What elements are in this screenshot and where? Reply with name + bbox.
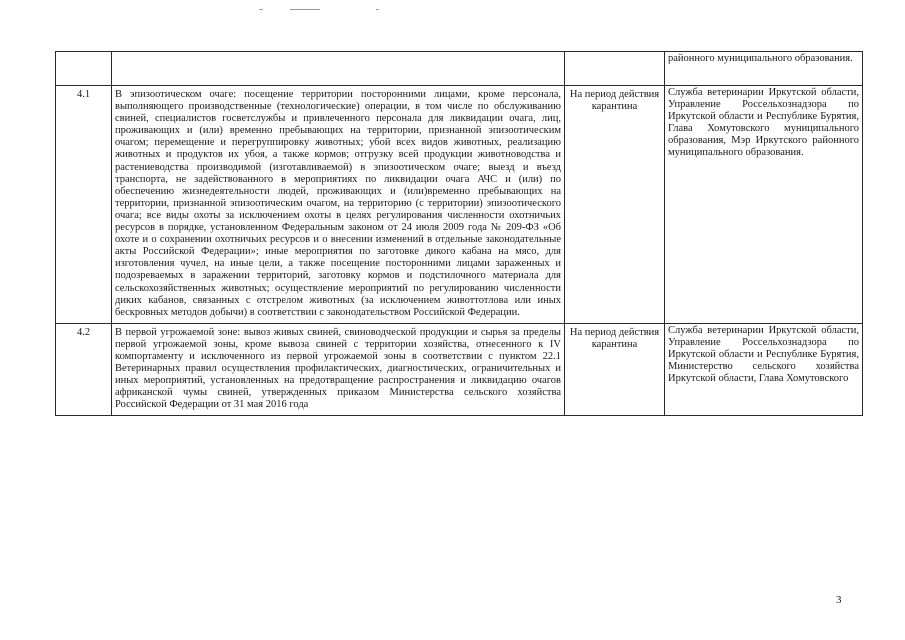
table-row-continued (56, 52, 863, 86)
page-number: 3 (836, 594, 842, 606)
row-number: 4.1 (56, 86, 112, 324)
measures-table (55, 51, 863, 416)
measure-text: В первой угрожаемой зоне: вывоз живых свиней, свиноводческой продукции и сырья за пределы первой угрожаемой зоны, кроме вывоза свиней с территории хозяйства, отнесенного к IV компортаменту и исключенного из первой угрожаемой зоны в соответствии с пунктом 22.1 Ветеринарных правил осуществления профилактических, диагностических, ограничительных и иных мероприятий, установленных на предотвращение распространения и ликвидацию очагов африканской чумы свиней, утвержденных приказом Министерства сельского хозяйства Российской Федерации от 31 мая 2016 года (112, 323, 565, 416)
table-row (56, 323, 863, 416)
scan-artifact (259, 9, 263, 10)
term-text: На период действия карантина (565, 323, 665, 416)
table-row (56, 86, 863, 324)
scan-artifact (290, 9, 320, 10)
responsible-cell: районного муниципального образования. (665, 52, 863, 86)
number-cell (56, 52, 112, 86)
term-text: На период действия карантина (565, 86, 665, 324)
responsible-text: Служба ветеринарии Иркутской области, Управление Россельхознадзора по Иркутской области и Республике Бурятия, Глава Хомутовского муниципального образования, Мэр Иркутского районного муниципального образования. (665, 86, 863, 324)
term-cell (565, 52, 665, 86)
measure-cell (112, 52, 565, 86)
responsible-text: Служба ветеринарии Иркутской области, Управление Россельхознадзора по Иркутской области и Республике Бурятия, Министерство сельского хозяйства Иркутской области, Глава Хомутовского (665, 323, 863, 416)
measure-text: В эпизоотическом очаге: посещение территории посторонними лицами, кроме персонала, выполняющего производственные (технологические) операции, в том числе по обслуживанию свиней, специалистов госветслужбы и привлеченного персонала для ликвидации очага, лиц, проживающих и (или) временно пребывающих на территории, признанной эпизоотическим очагом; перемещение и перегруппировку животных; убой всех видов животных, реализацию животных и продуктов их убоя, а также кормов; отгрузку всей продукции животноводства и растениеводства производимой (изготавливаемой) в эпизоотическом очаге; выезд и въезд транспорта, не задействованного в мероприятиях по ликвидации очага АЧС и (или) по обеспечению жизнедеятельности людей, проживающих и (или)временно пребывающих на территории, признанной эпизоотическим очагом, на территорию (с территории) эпизоотического очага; все виды охоты за исключением охоты в целях регулирования численности охотничьих ресурсов в порядке, установленном Федеральным законом от 24 июля 2009 года № 209-ФЗ «Об охоте и о сохранении охотничьих ресурсов и о внесении изменений в отдельные законодательные акты Российской Федерации»; иные мероприятия по заготовке дикого кабана на мясо, для изготовления чучел, на иные цели, а также посещение посторонними лицами зараженных и подозреваемых в заражении территорий, заготовку кормов и подстилочного материала для сельскохозяйственных животных; осуществление мероприятий по регулированию численности диких кабанов, связанных с отстрелом животных (за исключением животтотлова или иных бескровных методов добычи) в соответствии с законодательством Российской Федерации. (112, 86, 565, 324)
scan-artifact (376, 9, 379, 10)
row-number: 4.2 (56, 323, 112, 416)
